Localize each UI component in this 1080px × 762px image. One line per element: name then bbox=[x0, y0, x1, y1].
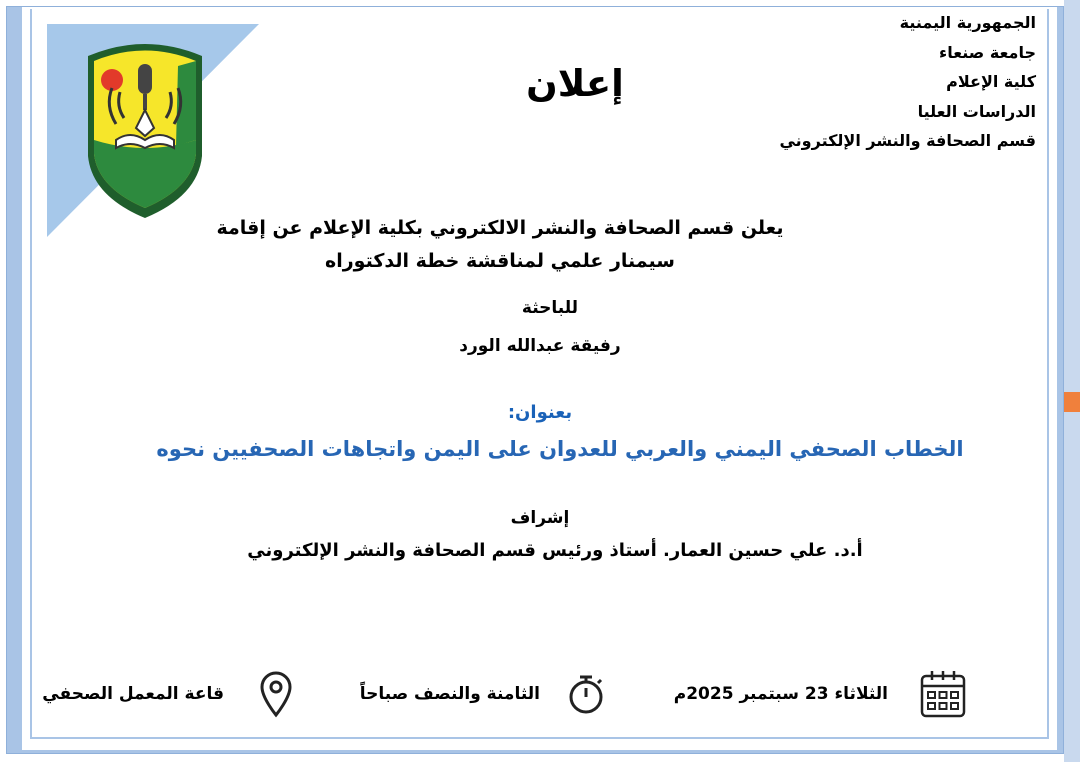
institution-header bbox=[736, 8, 1036, 156]
location-pin-icon bbox=[258, 670, 294, 718]
header-line-faculty: كلية الإعلام bbox=[946, 72, 1036, 91]
announcement-text bbox=[120, 212, 880, 278]
header-line-country: الجمهورية اليمنية bbox=[899, 13, 1036, 32]
page-edge-strip bbox=[1064, 0, 1080, 762]
researcher-name: رفيقة عبدالله الورد bbox=[459, 336, 621, 356]
subject-label: بعنوان: bbox=[507, 402, 573, 423]
event-time: الثامنة والنصف صباحاً bbox=[359, 684, 540, 704]
supervision-label: إشراف bbox=[510, 508, 570, 528]
announcement-line-1: يعلن قسم الصحافة والنشر الالكتروني بكلية الإعلام عن إقامة bbox=[216, 217, 784, 239]
event-venue: قاعة المعمل الصحفي bbox=[42, 684, 224, 704]
university-logo bbox=[80, 36, 210, 226]
event-date: الثلاثاء 23 سبتمبر 2025م bbox=[673, 684, 888, 704]
header-line-department: قسم الصحافة والنشر الإلكتروني bbox=[779, 131, 1036, 150]
researcher-label: للباحثة bbox=[521, 298, 579, 318]
header-line-university: جامعة صنعاء bbox=[939, 42, 1036, 62]
stopwatch-icon bbox=[566, 672, 606, 716]
thesis-title: الخطاب الصحفي اليمني والعربي للعدوان على اليمن واتجاهات الصحفيين نحوه bbox=[156, 437, 964, 461]
header-line-graduate-studies: الدراسات العليا bbox=[917, 101, 1036, 121]
supervisor-name: أ.د. علي حسين العمار. أستاذ ورئيس قسم الصحافة والنشر الإلكتروني bbox=[247, 540, 863, 561]
calendar-icon bbox=[918, 668, 968, 720]
page-title: إعلان bbox=[526, 62, 624, 105]
announcement-line-2: سيمنار علمي لمناقشة خطة الدكتوراه bbox=[325, 250, 675, 272]
